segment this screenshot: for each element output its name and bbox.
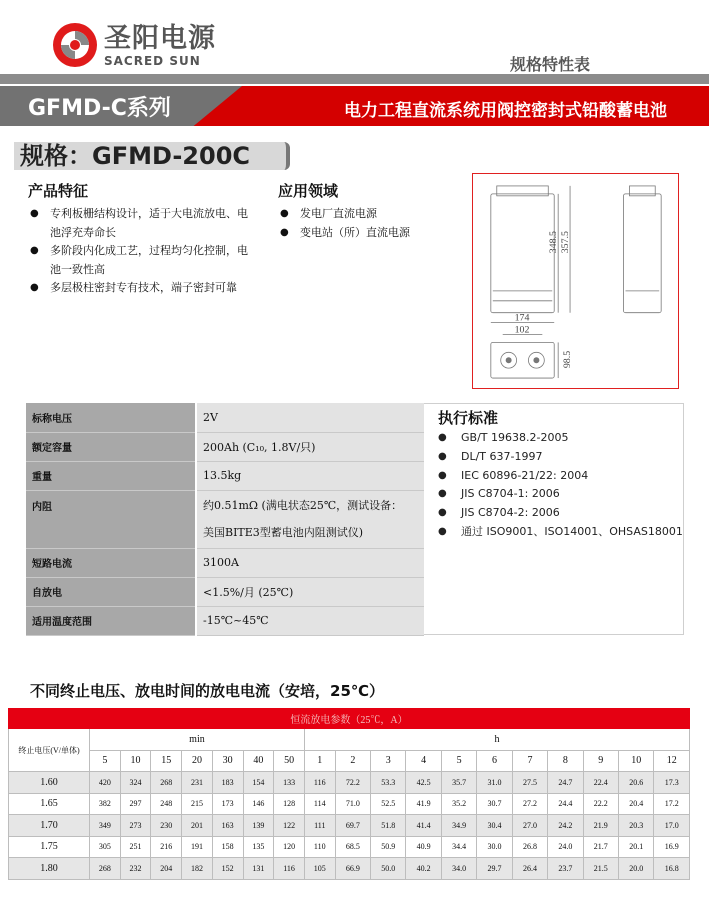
application-item: ● 发电厂直流电源	[278, 205, 463, 224]
spec-row	[26, 403, 424, 432]
current-cell: 21.9	[583, 815, 618, 837]
current-cell: 22.2	[583, 793, 618, 815]
current-cell: 27.5	[512, 772, 547, 794]
row-header: 终止电压(V/单体)	[9, 729, 90, 772]
current-cell: 41.9	[406, 793, 441, 815]
spec-value-line: 约0.51mΩ (满电状态25℃，测试设备：	[203, 499, 403, 512]
features-list	[28, 205, 253, 298]
spec-row	[26, 577, 424, 606]
current-cell: 21.5	[583, 858, 618, 880]
cutoff-voltage: 1.65	[9, 793, 90, 815]
header-rule	[0, 74, 709, 84]
current-cell: 232	[120, 858, 151, 880]
current-cell: 231	[182, 772, 213, 794]
current-cell: 251	[120, 836, 151, 858]
features-heading: 产品特征	[28, 182, 89, 200]
current-cell: 34.9	[441, 815, 476, 837]
table-row	[9, 815, 690, 837]
current-cell: 20.3	[619, 815, 654, 837]
current-cell: 29.7	[477, 858, 512, 880]
standards-list	[438, 429, 683, 542]
feature-item: ● 专利板栅结构设计，适于大电流放电、电池浮充寿命长	[28, 205, 253, 242]
current-cell: 40.2	[406, 858, 441, 880]
current-cell: 35.7	[441, 772, 476, 794]
current-cell: 110	[304, 836, 335, 858]
current-cell: 163	[212, 815, 243, 837]
spec-key: 标称电压	[26, 403, 196, 432]
sacred-sun-logo-icon	[52, 22, 98, 68]
current-cell: 22.4	[583, 772, 618, 794]
current-cell: 27.2	[512, 793, 547, 815]
standard-item: ● JIS C8704-2: 2006	[438, 504, 683, 523]
current-cell: 21.7	[583, 836, 618, 858]
spec-table	[26, 403, 424, 636]
spec-value: 3100A	[196, 548, 424, 577]
spec-value-line: 美国BITE3型蓄电池内阻测试仪)	[203, 526, 364, 539]
current-cell: 34.0	[441, 858, 476, 880]
current-cell: 17.2	[654, 793, 690, 815]
current-cell: 152	[212, 858, 243, 880]
standard-item: ● GB/T 19638.2-2005	[438, 429, 683, 448]
current-cell: 50.9	[371, 836, 406, 858]
column-header: 8	[548, 750, 583, 772]
column-header: 2	[335, 750, 370, 772]
spec-key: 重量	[26, 461, 196, 490]
current-cell: 204	[151, 858, 182, 880]
column-header: 10	[619, 750, 654, 772]
current-cell: 305	[90, 836, 121, 858]
series-description: 电力工程直流系统用阀控密封式铅酸蓄电池	[344, 101, 667, 121]
current-cell: 24.4	[548, 793, 583, 815]
current-cell: 324	[120, 772, 151, 794]
current-cell: 133	[274, 772, 305, 794]
standard-item: ● DL/T 637-1997	[438, 448, 683, 467]
spec-key: 额定容量	[26, 432, 196, 461]
current-cell: 128	[274, 793, 305, 815]
column-header: 3	[371, 750, 406, 772]
current-cell: 16.8	[654, 858, 690, 880]
current-cell: 26.4	[512, 858, 547, 880]
column-header: 9	[583, 750, 618, 772]
current-cell: 131	[243, 858, 274, 880]
discharge-band: 恒流放电参数（25℃，A）	[9, 709, 690, 729]
feature-item: ● 多层极柱密封专有技术，端子密封可靠	[28, 279, 253, 298]
table-row	[9, 858, 690, 880]
column-header: 5	[441, 750, 476, 772]
current-cell: 216	[151, 836, 182, 858]
dim-total-height: 357.5	[560, 231, 572, 254]
current-cell: 215	[182, 793, 213, 815]
current-cell: 139	[243, 815, 274, 837]
current-cell: 53.3	[371, 772, 406, 794]
spec-key: 适用温度范围	[26, 606, 196, 635]
discharge-header-row	[9, 729, 690, 751]
column-header: 4	[406, 750, 441, 772]
spec-row	[26, 548, 424, 577]
current-cell: 173	[212, 793, 243, 815]
current-cell: 31.0	[477, 772, 512, 794]
column-header: 50	[274, 750, 305, 772]
standard-item: ● 通过 ISO9001、ISO14001、OHSAS18001	[438, 523, 683, 542]
current-cell: 268	[90, 858, 121, 880]
hour-group-header: h	[304, 729, 689, 751]
current-cell: 68.5	[335, 836, 370, 858]
column-header: 10	[120, 750, 151, 772]
current-cell: 273	[120, 815, 151, 837]
spec-value: 2V	[196, 403, 424, 432]
current-cell: 20.6	[619, 772, 654, 794]
cutoff-voltage: 1.60	[9, 772, 90, 794]
application-item: ● 变电站（所）直流电源	[278, 224, 463, 243]
column-header: 5	[90, 750, 121, 772]
standard-item: ● JIS C8704-1: 2006	[438, 485, 683, 504]
standard-item: ● IEC 60896-21/22: 2004	[438, 467, 683, 486]
series-name: GFMD-C系列	[28, 96, 171, 121]
dim-depth: 98.5	[562, 350, 574, 369]
current-cell: 24.7	[548, 772, 583, 794]
spec-row	[26, 461, 424, 490]
current-cell: 72.2	[335, 772, 370, 794]
spec-value: 13.5kg	[196, 461, 424, 490]
column-header: 1	[304, 750, 335, 772]
current-cell: 30.7	[477, 793, 512, 815]
current-cell: 20.1	[619, 836, 654, 858]
current-cell: 248	[151, 793, 182, 815]
dim-inner-width: 102	[514, 324, 530, 336]
current-cell: 154	[243, 772, 274, 794]
current-cell: 16.9	[654, 836, 690, 858]
dim-body-height: 348.5	[548, 231, 560, 254]
current-cell: 382	[90, 793, 121, 815]
current-cell: 183	[212, 772, 243, 794]
column-header: 7	[512, 750, 547, 772]
discharge-band-row	[9, 709, 690, 729]
min-group-header: min	[90, 729, 305, 751]
current-cell: 17.0	[654, 815, 690, 837]
spec-row	[26, 490, 424, 548]
dim-outer-width: 174	[514, 312, 530, 324]
sheet-title: 规格特性表	[510, 55, 591, 74]
column-header: 15	[151, 750, 182, 772]
current-cell: 51.8	[371, 815, 406, 837]
spec-key: 短路电流	[26, 548, 196, 577]
current-cell: 17.3	[654, 772, 690, 794]
spec-value: <1.5%/月 (25℃)	[196, 577, 424, 606]
spec-row	[26, 606, 424, 635]
current-cell: 71.0	[335, 793, 370, 815]
current-cell: 230	[151, 815, 182, 837]
current-cell: 201	[182, 815, 213, 837]
spec-value: 200Ah (C₁₀, 1.8V/只)	[196, 432, 424, 461]
dimension-drawing	[472, 173, 679, 389]
current-cell: 122	[274, 815, 305, 837]
current-cell: 116	[274, 858, 305, 880]
column-header: 6	[477, 750, 512, 772]
current-cell: 26.8	[512, 836, 547, 858]
spec-value	[196, 490, 424, 548]
current-cell: 50.0	[371, 858, 406, 880]
current-cell: 297	[120, 793, 151, 815]
spec-row	[26, 432, 424, 461]
spec-key: 自放电	[26, 577, 196, 606]
discharge-title: 不同终止电压、放电时间的放电电流（安培，25℃）	[30, 682, 385, 700]
current-cell: 34.4	[441, 836, 476, 858]
current-cell: 146	[243, 793, 274, 815]
cutoff-voltage: 1.75	[9, 836, 90, 858]
current-cell: 111	[304, 815, 335, 837]
current-cell: 268	[151, 772, 182, 794]
current-cell: 105	[304, 858, 335, 880]
spec-value: -15℃~45℃	[196, 606, 424, 635]
current-cell: 191	[182, 836, 213, 858]
current-cell: 41.4	[406, 815, 441, 837]
cutoff-voltage: 1.80	[9, 858, 90, 880]
table-row	[9, 772, 690, 794]
current-cell: 182	[182, 858, 213, 880]
current-cell: 40.9	[406, 836, 441, 858]
current-cell: 30.4	[477, 815, 512, 837]
current-cell: 24.2	[548, 815, 583, 837]
column-header: 12	[654, 750, 690, 772]
spec-key: 内阻	[26, 490, 196, 548]
brand-name-cn: 圣阳电源	[104, 23, 216, 54]
current-cell: 42.5	[406, 772, 441, 794]
current-cell: 420	[90, 772, 121, 794]
column-header: 30	[212, 750, 243, 772]
current-cell: 116	[304, 772, 335, 794]
table-row	[9, 836, 690, 858]
table-row	[9, 793, 690, 815]
current-cell: 20.4	[619, 793, 654, 815]
current-cell: 20.0	[619, 858, 654, 880]
current-cell: 120	[274, 836, 305, 858]
current-cell: 30.0	[477, 836, 512, 858]
current-cell: 135	[243, 836, 274, 858]
current-cell: 69.7	[335, 815, 370, 837]
column-header: 40	[243, 750, 274, 772]
applications-heading: 应用领域	[278, 182, 339, 200]
current-cell: 24.0	[548, 836, 583, 858]
current-cell: 66.9	[335, 858, 370, 880]
cutoff-voltage: 1.70	[9, 815, 90, 837]
feature-item: ● 多阶段内化成工艺，过程均匀化控制，电池一致性高	[28, 242, 253, 279]
current-cell: 114	[304, 793, 335, 815]
standards-heading: 执行标准	[438, 409, 499, 427]
column-header: 20	[182, 750, 213, 772]
current-cell: 35.2	[441, 793, 476, 815]
brand-name-en: SACRED SUN	[104, 54, 201, 68]
discharge-column-row	[9, 750, 690, 772]
applications-list	[278, 205, 463, 242]
current-cell: 23.7	[548, 858, 583, 880]
battery-outline-drawing	[473, 174, 678, 388]
model-title: 规格：GFMD-200C	[20, 142, 251, 170]
current-cell: 349	[90, 815, 121, 837]
current-cell: 158	[212, 836, 243, 858]
current-cell: 27.0	[512, 815, 547, 837]
current-cell: 52.5	[371, 793, 406, 815]
discharge-table	[8, 708, 690, 880]
